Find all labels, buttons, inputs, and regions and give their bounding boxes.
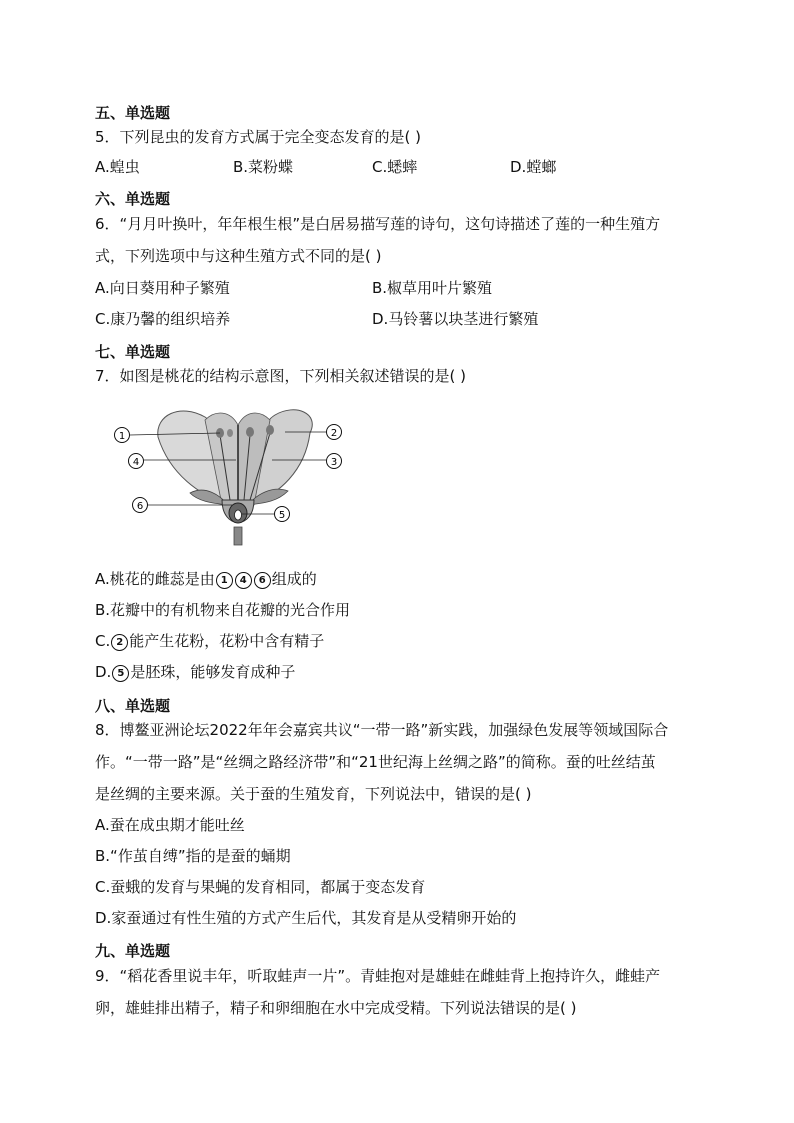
q7-option-a[interactable] [95, 569, 317, 589]
circled-number-4: 4 [235, 572, 252, 589]
q8-option-d[interactable]: D.家蚕通过有性生殖的方式产生后代，其发育是从受精卵开始的 [95, 909, 517, 927]
question-8-stem-line-3: 是丝绸的主要来源。关于蚕的生殖发育，下列说法中，错误的是( ) [95, 785, 532, 803]
question-7-stem: 7．如图是桃花的结构示意图，下列相关叙述错误的是( ) [95, 367, 467, 385]
q5-option-a[interactable]: A.蝗虫 [95, 158, 140, 176]
q7-option-a-prefix: A.桃花的雌蕊是由 [95, 570, 215, 588]
question-8-stem-line-2: 作。“一带一路”是“丝绸之路经济带”和“21世纪海上丝绸之路”的简称。蚕的吐丝结茧 [95, 753, 656, 771]
diagram-label-6-text: 6 [136, 501, 144, 512]
section-heading-7: 七、单选题 [95, 343, 171, 361]
q6-option-d[interactable]: D.马铃薯以块茎进行繁殖 [372, 310, 539, 328]
diagram-label-4-text: 4 [132, 457, 140, 468]
circled-number-5: 5 [112, 665, 129, 682]
circled-number-2: 2 [111, 634, 128, 651]
q7-option-d-suffix: 是胚珠，能够发育成种子 [130, 663, 296, 681]
q7-option-d-prefix: D. [95, 663, 112, 681]
q7-option-d[interactable] [95, 662, 295, 682]
section-heading-6: 六、单选题 [95, 190, 171, 208]
q6-option-a[interactable]: A.向日葵用种子繁殖 [95, 279, 230, 297]
q5-option-d[interactable]: D.螳螂 [510, 158, 557, 176]
section-heading-8: 八、单选题 [95, 697, 171, 715]
q7-option-c-prefix: C. [95, 632, 111, 650]
question-8-stem-line-1: 8．博鳌亚洲论坛2022年年会嘉宾共议“一带一路”新实践，加强绿色发展等领域国际合 [95, 721, 669, 739]
q5-option-c[interactable]: C.蟋蟀 [372, 158, 418, 176]
peach-flower-diagram [110, 405, 360, 550]
section-heading-9: 九、单选题 [95, 942, 171, 960]
q5-option-b[interactable]: B.菜粉蝶 [233, 158, 294, 176]
question-9-stem-line-1: 9．“稻花香里说丰年，听取蛙声一片”。青蛙抱对是雄蛙在雌蛙背上抱持许久，雌蛙产 [95, 967, 661, 985]
q6-option-c[interactable]: C.康乃馨的组织培养 [95, 310, 231, 328]
diagram-label-3-text: 3 [330, 457, 338, 468]
q8-option-c[interactable]: C.蚕蛾的发育与果蝇的发育相同，都属于变态发育 [95, 878, 426, 896]
diagram-label-5-text: 5 [278, 510, 286, 521]
section-heading-5: 五、单选题 [95, 104, 171, 122]
question-9-stem-line-2: 卵，雄蛙排出精子，精子和卵细胞在水中完成受精。下列说法错误的是( ) [95, 999, 577, 1017]
q7-option-c-suffix: 能产生花粉，花粉中含有精子 [129, 632, 325, 650]
question-5-stem: 5．下列昆虫的发育方式属于完全变态发育的是( ) [95, 128, 422, 146]
q6-option-b[interactable]: B.椒草用叶片繁殖 [372, 279, 493, 297]
circled-number-6: 6 [254, 572, 271, 589]
question-6-stem-line-1: 6．“月月叶换叶，年年根生根”是白居易描写莲的诗句，这句诗描述了莲的一种生殖方 [95, 215, 661, 233]
circled-number-1: 1 [216, 572, 233, 589]
q8-option-a[interactable]: A.蚕在成虫期才能吐丝 [95, 816, 245, 834]
question-6-stem-line-2: 式，下列选项中与这种生殖方式不同的是( ) [95, 247, 382, 265]
q7-option-c[interactable] [95, 631, 324, 651]
q7-option-a-suffix: 组成的 [271, 570, 317, 588]
diagram-label-2-text: 2 [330, 428, 338, 439]
q8-option-b[interactable]: B.“作茧自缚”指的是蚕的蛹期 [95, 847, 291, 865]
q7-option-b[interactable]: B.花瓣中的有机物来自花瓣的光合作用 [95, 601, 351, 619]
diagram-label-1-text: 1 [118, 431, 126, 442]
